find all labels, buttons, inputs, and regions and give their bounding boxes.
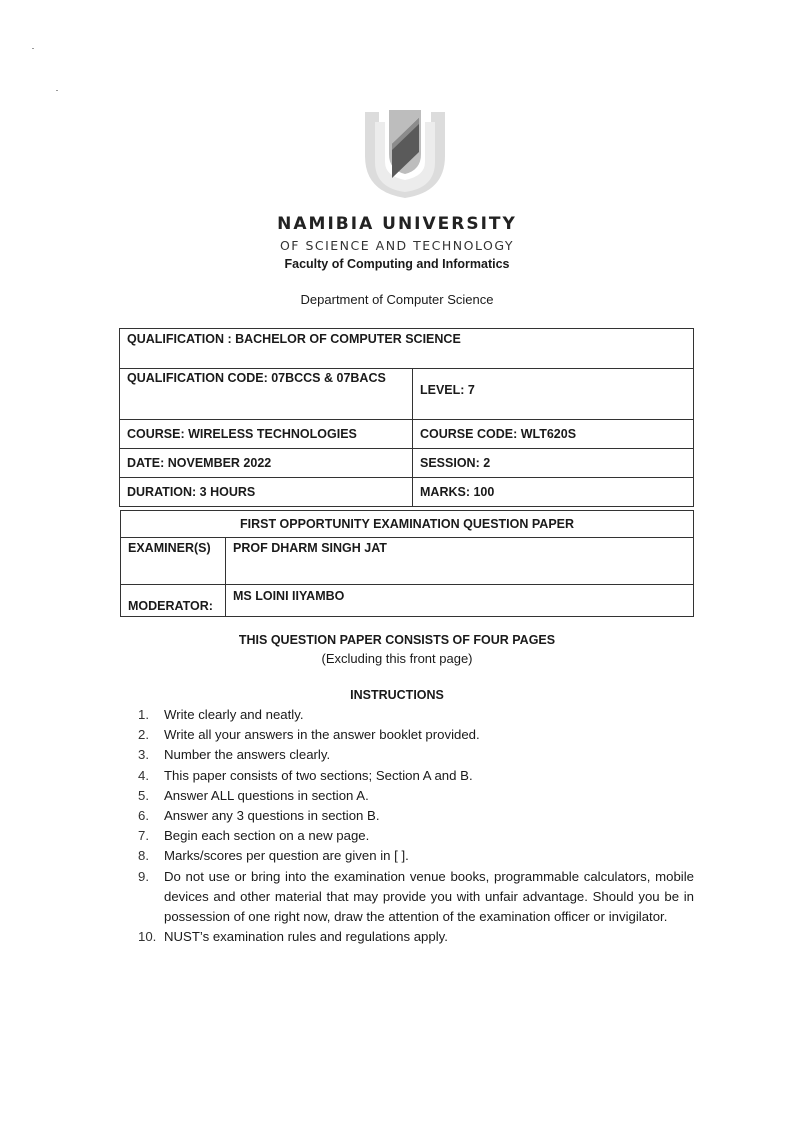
list-item <box>138 766 694 786</box>
item-text: Begin each section on a new page. <box>164 828 370 844</box>
university-name: NAMIBIA UNIVERSITY <box>277 214 517 234</box>
item-text: This paper consists of two sections; Section A and B. <box>164 767 473 783</box>
nust-shield-logo-icon <box>359 104 451 200</box>
list-item <box>138 826 694 846</box>
examiner-name: PROF DHARM SINGH JAT <box>226 538 694 585</box>
course-cell: COURSE: WIRELESS TECHNOLOGIES <box>120 420 413 449</box>
item-number: 9. <box>138 868 149 884</box>
list-item <box>138 705 694 725</box>
page-count-note: THIS QUESTION PAPER CONSISTS OF FOUR PAGES <box>238 633 556 647</box>
list-item <box>138 846 694 866</box>
item-number: 10. <box>138 929 157 945</box>
item-text: NUST’s examination rules and regulations apply. <box>164 929 448 945</box>
marks-cell: MARKS: 100 <box>413 478 694 507</box>
course-info-table <box>119 328 694 507</box>
list-item <box>138 867 694 928</box>
item-text: Number the answers clearly. <box>164 747 331 763</box>
item-text: Marks/scores per question are given in [ ]. <box>164 848 409 864</box>
exam-info-table <box>120 510 694 617</box>
qualification-code-cell: QUALIFICATION CODE: 07BCCS & 07BACS <box>120 369 413 420</box>
level-cell: LEVEL: 7 <box>413 369 694 420</box>
scan-speck <box>56 90 58 91</box>
item-number: 1. <box>138 707 149 722</box>
date-cell: DATE: NOVEMBER 2022 <box>120 449 413 478</box>
session-cell: SESSION: 2 <box>413 449 694 478</box>
university-subtitle: OF SCIENCE AND TECHNOLOGY <box>279 238 515 253</box>
scan-speck <box>32 48 34 49</box>
item-number: 8. <box>138 848 149 864</box>
list-item <box>138 786 694 806</box>
list-item <box>138 725 694 745</box>
item-text: Write clearly and neatly. <box>164 707 304 722</box>
department-name: Department of Computer Science <box>300 292 494 307</box>
moderator-label: MODERATOR: <box>121 585 226 617</box>
instructions-heading: INSTRUCTIONS <box>350 688 444 702</box>
examiner-label: EXAMINER(S) <box>121 538 226 585</box>
item-number: 7. <box>138 828 149 844</box>
item-text: Answer ALL questions in section A. <box>164 787 369 803</box>
item-text: Write all your answers in the answer booklet provided. <box>164 727 480 743</box>
list-item <box>138 927 694 947</box>
qualification-cell: QUALIFICATION : BACHELOR OF COMPUTER SCIENCE <box>120 329 694 369</box>
moderator-name: MS LOINI IIYAMBO <box>226 585 694 617</box>
item-text: Do not use or bring into the examination venue books, programmable calculators, mobile devices and other material that may provide you with unfair advantage. Should you be in possession of one right now, draw the attention of the examination officer or invigilator. <box>164 868 694 925</box>
item-text: Answer any 3 questions in section B. <box>164 808 380 824</box>
course-code-cell: COURSE CODE: WLT620S <box>413 420 694 449</box>
item-number: 3. <box>138 747 149 763</box>
duration-cell: DURATION: 3 HOURS <box>120 478 413 507</box>
instructions-list <box>138 705 694 947</box>
excluding-note: (Excluding this front page) <box>321 651 473 666</box>
item-number: 4. <box>138 767 149 783</box>
list-item <box>138 745 694 765</box>
item-number: 6. <box>138 808 149 824</box>
item-number: 2. <box>138 727 149 743</box>
list-item <box>138 806 694 826</box>
paper-title-cell: FIRST OPPORTUNITY EXAMINATION QUESTION PAPER <box>121 511 694 538</box>
item-number: 5. <box>138 787 149 803</box>
faculty-name: Faculty of Computing and Informatics <box>284 257 510 271</box>
